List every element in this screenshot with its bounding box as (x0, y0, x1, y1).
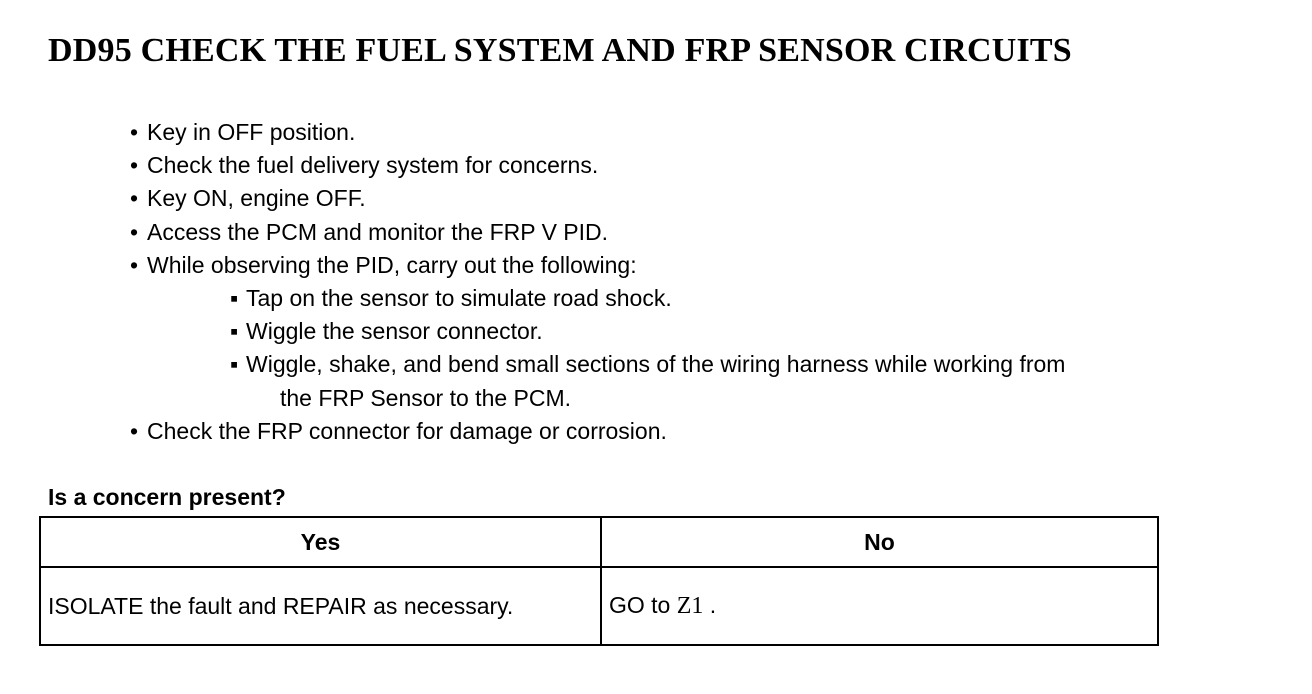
step-text: Check the FRP connector for damage or corrosion. (147, 417, 667, 444)
page-title: DD95 CHECK THE FUEL SYSTEM AND FRP SENSOR CIRCUITS (48, 32, 1072, 69)
sub-step-text: Wiggle, shake, and bend small sections of the wiring harness while working from (246, 351, 1066, 378)
bullet-icon: • (130, 251, 139, 278)
yes-column-header: Yes (40, 517, 601, 567)
goto-z1-link[interactable]: Z1 (676, 593, 704, 619)
table-row (40, 567, 1158, 645)
sub-step-text: Tap on the sensor to simulate road shock. (246, 285, 672, 312)
bullet-icon: • (130, 119, 139, 145)
square-bullet-icon: ▪ (230, 285, 239, 312)
step-item (130, 149, 1065, 182)
step-item (130, 415, 1065, 448)
step-text: Key in OFF position. (147, 119, 356, 145)
step-item (130, 182, 1065, 215)
table-header-row (40, 517, 1158, 567)
step-item (130, 216, 1065, 249)
no-cell (601, 567, 1158, 645)
step-text: Check the fuel delivery system for concerns. (147, 152, 599, 179)
square-bullet-icon: ▪ (230, 351, 239, 378)
step-item (130, 116, 1065, 149)
square-bullet-icon: ▪ (230, 318, 239, 345)
sub-step-text: Wiggle the sensor connector. (246, 318, 543, 345)
step-text: Access the PCM and monitor the FRP V PID. (147, 218, 609, 245)
step-item (130, 249, 1065, 415)
procedure-steps (130, 116, 1065, 448)
sub-step-item (230, 348, 1065, 414)
sub-step-continuation: the FRP Sensor to the PCM. (280, 384, 572, 411)
bullet-icon: • (130, 417, 139, 444)
sub-steps (130, 282, 1065, 415)
no-suffix: . (703, 592, 717, 618)
step-text: While observing the PID, carry out the following: (147, 251, 637, 278)
sub-step-item (230, 315, 1065, 348)
decision-question: Is a concern present? (48, 484, 286, 510)
no-column-header: No (601, 517, 1158, 567)
bullet-icon: • (130, 152, 139, 179)
bullet-icon: • (130, 185, 139, 212)
sub-step-item (230, 282, 1065, 315)
step-text: Key ON, engine OFF. (147, 185, 366, 212)
decision-table (39, 516, 1159, 646)
bullet-icon: • (130, 218, 139, 245)
yes-cell: ISOLATE the fault and REPAIR as necessary. (40, 567, 601, 645)
no-prefix: GO to (609, 592, 677, 618)
